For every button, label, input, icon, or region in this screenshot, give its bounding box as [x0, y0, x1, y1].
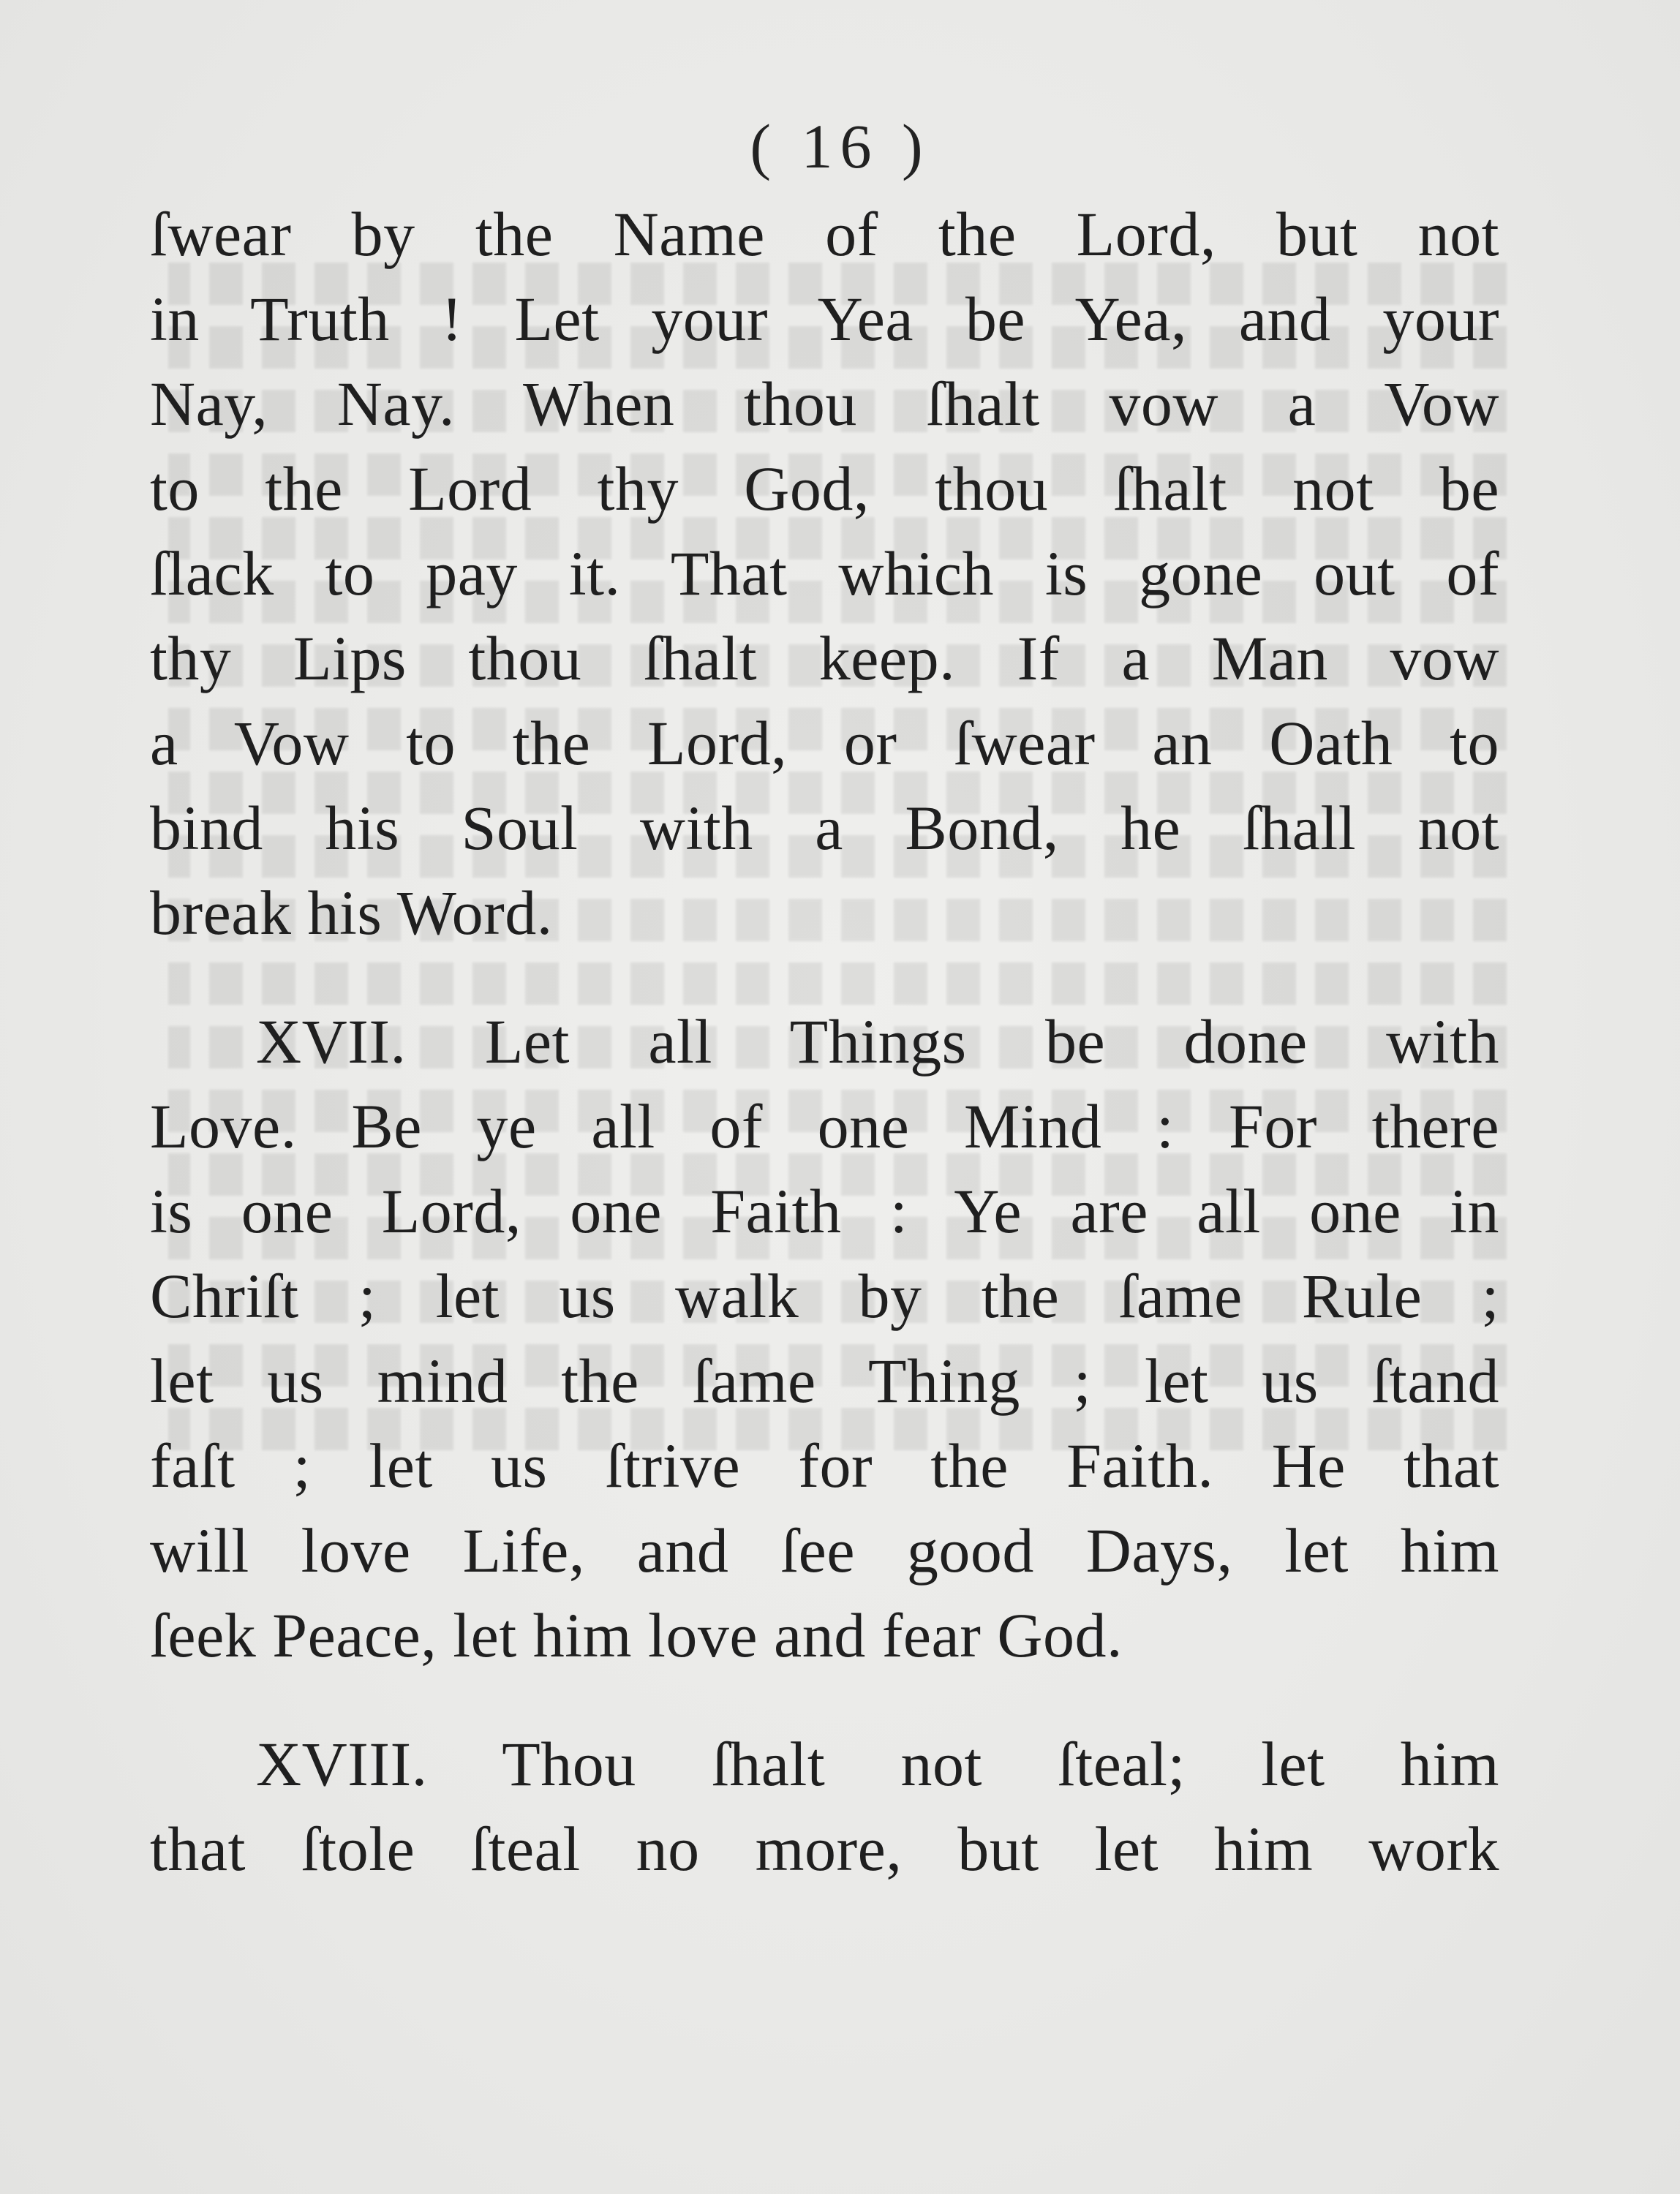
body-text	[150, 192, 1499, 1891]
text-line: XVII. Let all Things be done with	[256, 1006, 1499, 1077]
text-line: thy Lips thou ſhalt keep. If a Man vow	[150, 623, 1499, 693]
paragraph-xviii	[150, 1722, 1499, 1891]
text-line: will love Life, and ſee good Days, let him	[150, 1515, 1499, 1586]
text-line: to the Lord thy God, thou ſhalt not be	[150, 453, 1499, 524]
text-line: Love. Be ye all of one Mind : For there	[150, 1091, 1499, 1161]
text-line: ſwear by the Name of the Lord, but not	[150, 199, 1499, 269]
text-line: a Vow to the Lord, or ſwear an Oath to	[150, 708, 1499, 778]
text-line: break his Word.	[150, 878, 553, 948]
text-line: faſt ; let us ſtrive for the Faith. He that	[150, 1430, 1499, 1501]
text-line: bind his Soul with a Bond, he ſhall not	[150, 793, 1499, 863]
text-line: that ſtole ſteal no more, but let him work	[150, 1814, 1499, 1884]
text-line: ſlack to pay it. That which is gone out of	[150, 538, 1499, 608]
text-line: XVIII. Thou ſhalt not ſteal; let him	[256, 1729, 1499, 1799]
paragraph-gap	[150, 1678, 1499, 1722]
page-number: ( 16 )	[750, 111, 930, 181]
paragraph-gap	[150, 955, 1499, 999]
text-line: let us mind the ſame Thing ; let us ſtand	[150, 1346, 1499, 1416]
paragraph-continuation	[150, 192, 1499, 955]
paragraph-xvii	[150, 999, 1499, 1678]
text-line: in Truth ! Let your Yea be Yea, and your	[150, 284, 1499, 354]
text-line: Nay, Nay. When thou ſhalt vow a Vow	[150, 369, 1499, 439]
text-line: ſeek Peace, let him love and fear God.	[150, 1600, 1123, 1670]
text-line: Chriſt ; let us walk by the ſame Rule ;	[150, 1261, 1499, 1331]
text-line: is one Lord, one Faith : Ye are all one in	[150, 1176, 1499, 1246]
